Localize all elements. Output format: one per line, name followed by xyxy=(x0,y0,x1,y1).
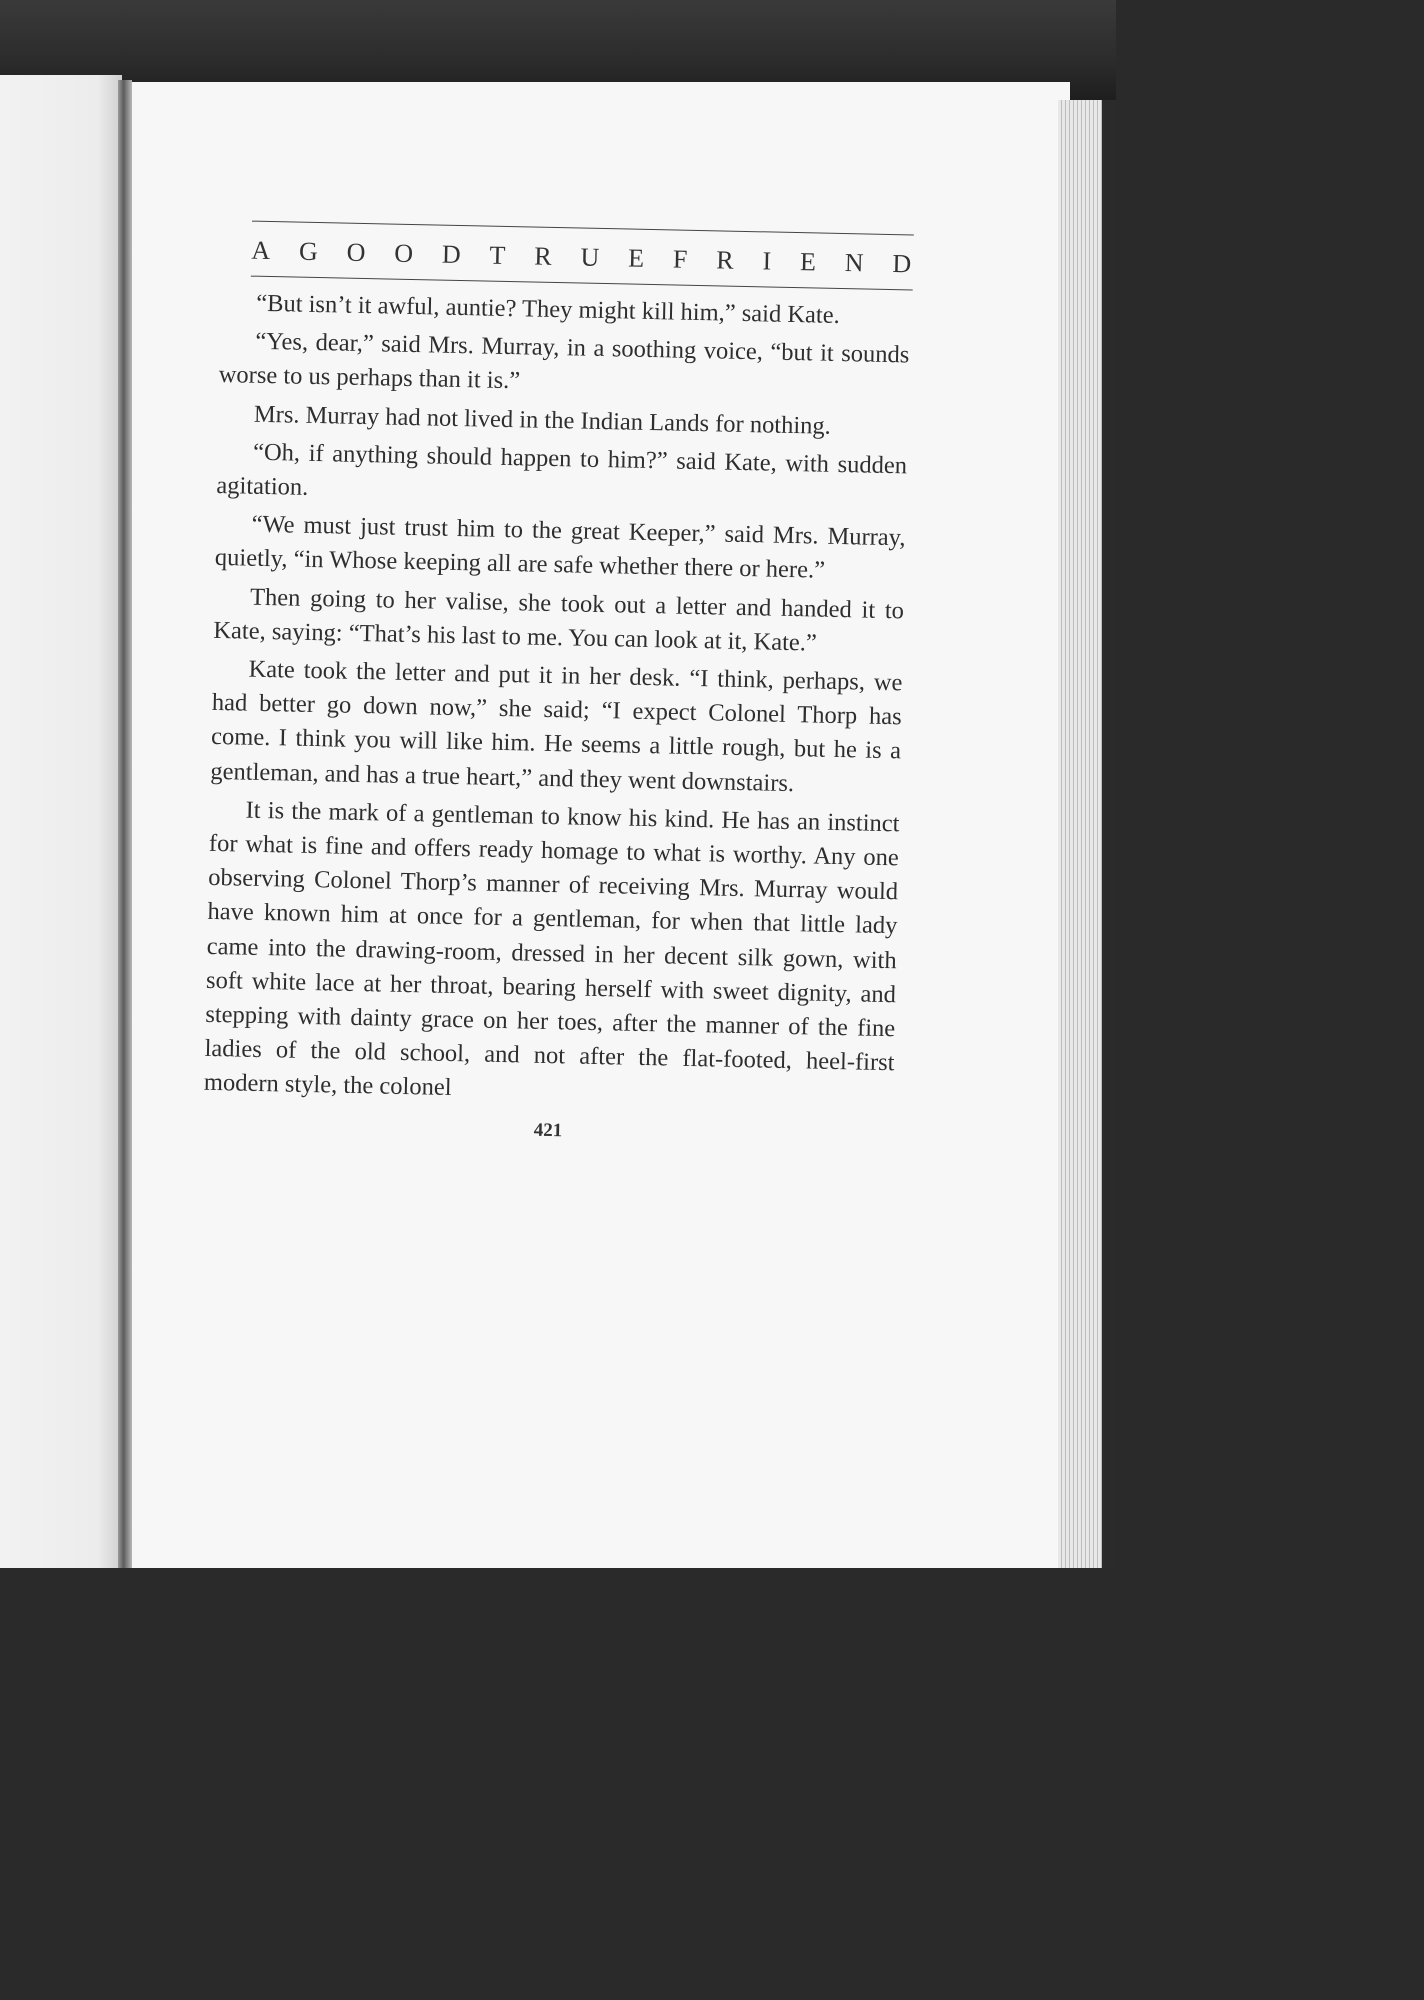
page-number: 421 xyxy=(533,1119,563,1141)
running-head-letter: O xyxy=(394,238,416,269)
running-head-letter: E xyxy=(627,243,647,273)
running-head-letter: T xyxy=(489,240,508,270)
running-head-letter: O xyxy=(346,237,368,268)
paragraph: “Yes, dear,” said Mrs. Murray, in a soothing voice, “but it sounds worse to us perhaps than it is.” xyxy=(218,327,910,395)
body-text xyxy=(204,286,911,1115)
paragraph: “But isn’t it awful, auntie? They might kill him,” said Kate. xyxy=(255,289,841,329)
facing-page-edge xyxy=(0,75,122,1568)
paragraph: It is the mark of a gentleman to know his kind. He has an instinct for what is fine and offers ready homage to what is worthy. Any one observing Colonel Thorp’s manner of receiving Mrs. Murray would have known him at once for a gentleman, for when that little lady came into the drawing-room, dressed in her decent silk gown, with soft white lace at her throat, bearing herself with sweet dignity, and stepping with dainty grace on her toes, after the manner of the fine ladies of the old school, and not after the flat-footed, heel-first modern style, the colonel xyxy=(203,796,900,1102)
running-head-letter: F xyxy=(672,244,690,274)
page-stack-shadow xyxy=(1102,100,1116,1568)
running-head-letter: N xyxy=(844,248,866,278)
paragraph: Mrs. Murray had not lived in the Indian Lands for nothing. xyxy=(253,400,832,440)
running-head-letter: U xyxy=(580,242,602,272)
running-head-letter: D xyxy=(441,239,464,270)
running-head-letter: R xyxy=(534,241,555,271)
running-head-letter: A xyxy=(251,235,273,266)
running-head-letter: I xyxy=(762,246,774,276)
paragraph: “Oh, if anything should happen to him?” said Kate, with sudden agitation. xyxy=(216,438,908,501)
paragraph: Kate took the letter and put it in her desk. “I think, perhaps, we had better go down now,” she said; “I expect Colonel Thorp has come. I think you will like him. He seems a little rough, but he is a gentleman, and has a true heart,” and they went downstairs. xyxy=(210,655,903,797)
running-head-letter: E xyxy=(799,247,819,277)
book-gutter xyxy=(118,80,132,1568)
page-content xyxy=(203,220,912,1149)
running-head-letter: R xyxy=(716,245,736,275)
running-head-letter: D xyxy=(892,249,914,279)
paragraph: “We must just trust him to the great Keeper,” said Mrs. Murray, quietly, “in Whose keeping all are safe whether there or here.” xyxy=(214,510,906,585)
running-head-letter: G xyxy=(298,236,321,267)
paragraph: Then going to her valise, she took out a letter and handed it to Kate, saying: “That’s his last to me. You can look at it, Kate.” xyxy=(213,583,905,657)
